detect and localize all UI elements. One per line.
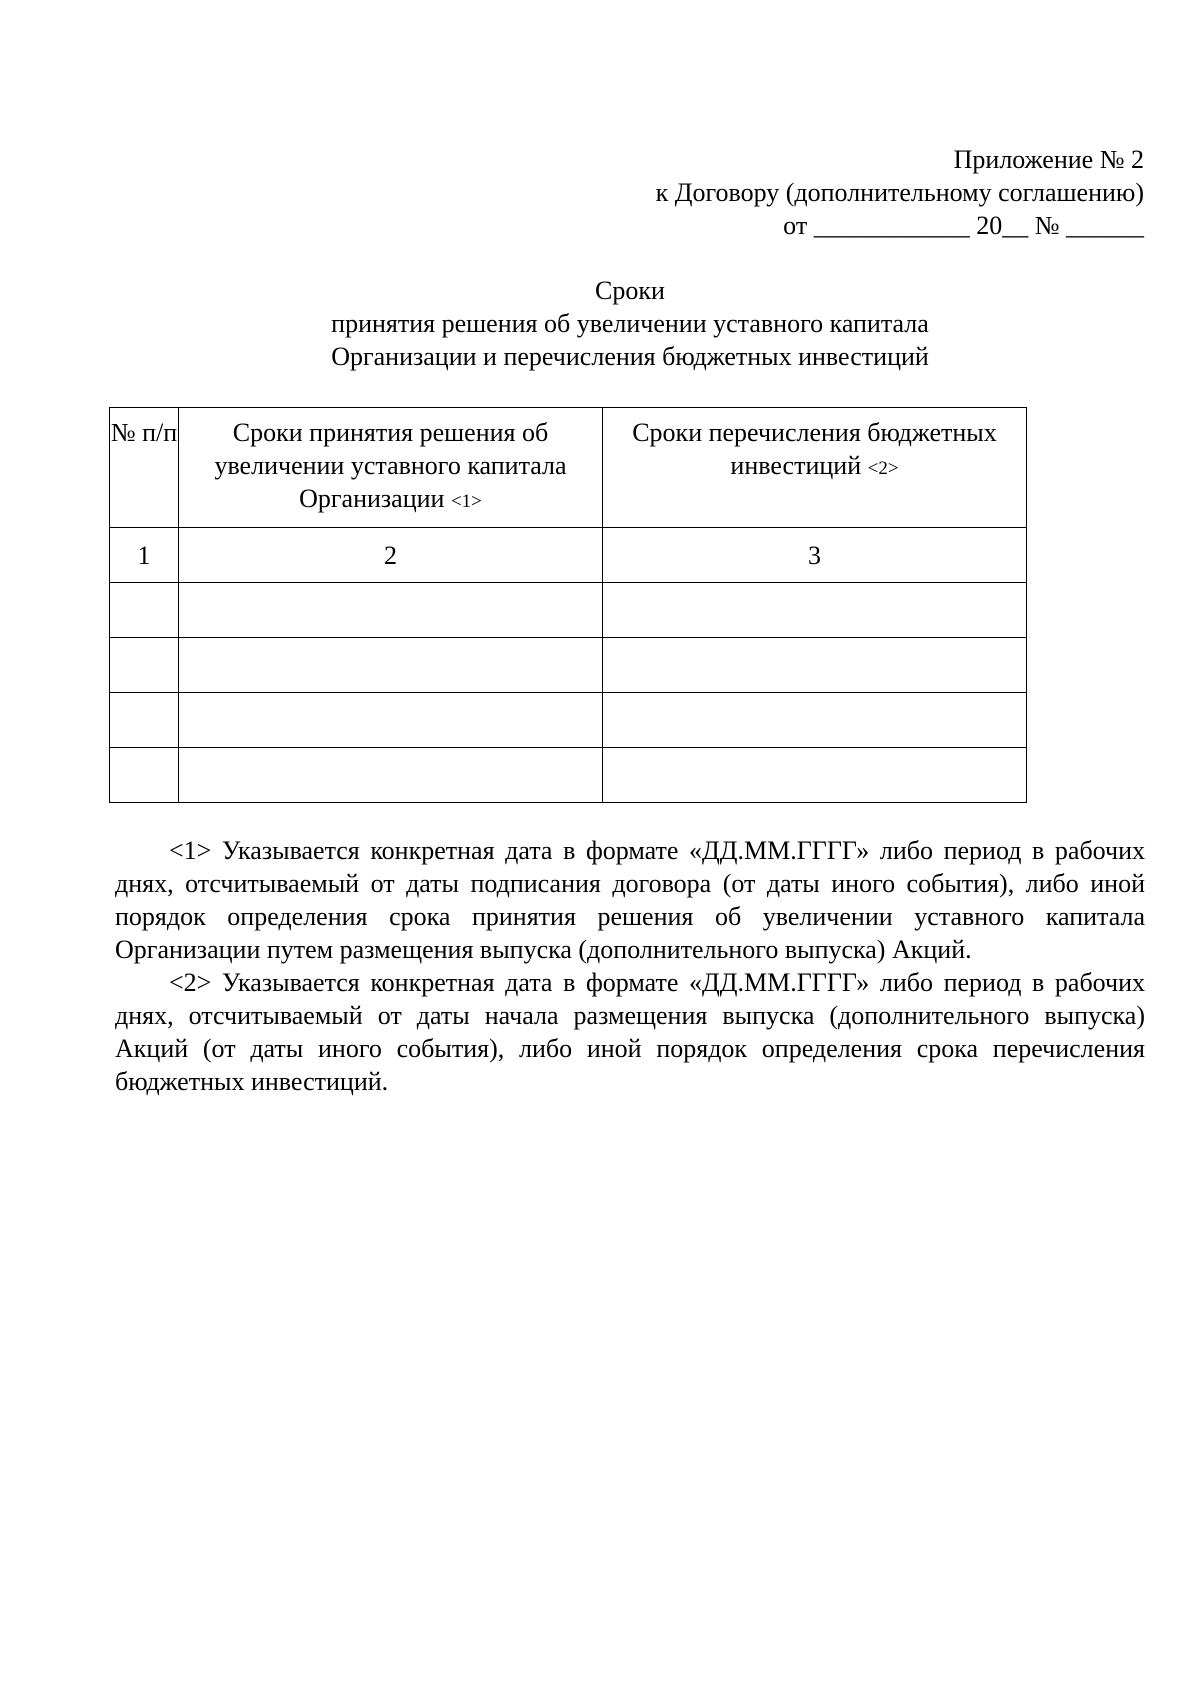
table-cell[interactable] (603, 583, 1027, 638)
footnote-2: <2> Указывается конкретная дата в формате «ДД.ММ.ГГГГ» либо период в рабочих днях, отсчитываемый от даты начала размещения выпуска (дополнительного выпуска) Акций (от даты иного события), либо иной порядок определения срока перечисления бюджетных инвестиций. (115, 968, 1145, 1096)
footnote-1: <1> Указывается конкретная дата в формате «ДД.ММ.ГГГГ» либо период в рабочих днях, отсчитываемый от даты подписания договора (от даты иного события), либо иной порядок определения срока принятия решения об увеличении уставного капитала Организации путем размещения выпуска (дополнительного выпуска) Акций. (115, 836, 1145, 964)
table-cell[interactable] (603, 638, 1027, 693)
table-cell[interactable] (110, 638, 179, 693)
table-header-row (110, 408, 1027, 528)
header-decision-terms: Сроки принятия решения об увеличении уставного капитала Организации <1> (179, 408, 603, 528)
footnote-ref-1: <1> (450, 491, 482, 512)
table-cell[interactable] (179, 583, 603, 638)
table-cell[interactable] (179, 748, 603, 803)
title-line-1: Сроки (595, 276, 665, 305)
column-number-cell: 3 (603, 528, 1027, 583)
header-transfer-terms: Сроки перечисления бюджетных инвестиций <2> (603, 408, 1027, 528)
appendix-header (560, 143, 1144, 242)
column-number-cell: 1 (110, 528, 179, 583)
table-cell[interactable] (603, 748, 1027, 803)
title-line-3: Организации и перечисления бюджетных инвестиций (331, 342, 929, 371)
table-row (110, 638, 1027, 693)
column-number-row (110, 528, 1027, 583)
table-row (110, 748, 1027, 803)
footnote-ref-2: <2> (867, 458, 899, 479)
title-line-2: принятия решения об увеличении уставного капитала (331, 309, 929, 338)
header-number: № п/п (110, 408, 179, 528)
column-number-cell: 2 (179, 528, 603, 583)
document-title (100, 274, 1160, 373)
terms-table (109, 407, 1027, 803)
appendix-date-number: от ____________ 20__ № ______ (783, 211, 1144, 240)
footnotes (115, 834, 1145, 1098)
appendix-contract-ref: к Договору (дополнительному соглашению) (655, 178, 1144, 207)
table-cell[interactable] (179, 693, 603, 748)
table-cell[interactable] (110, 693, 179, 748)
table-row (110, 583, 1027, 638)
table-row (110, 693, 1027, 748)
table-cell[interactable] (179, 638, 603, 693)
appendix-number: Приложение № 2 (953, 145, 1144, 174)
table-cell[interactable] (603, 693, 1027, 748)
table-cell[interactable] (110, 748, 179, 803)
table-cell[interactable] (110, 583, 179, 638)
